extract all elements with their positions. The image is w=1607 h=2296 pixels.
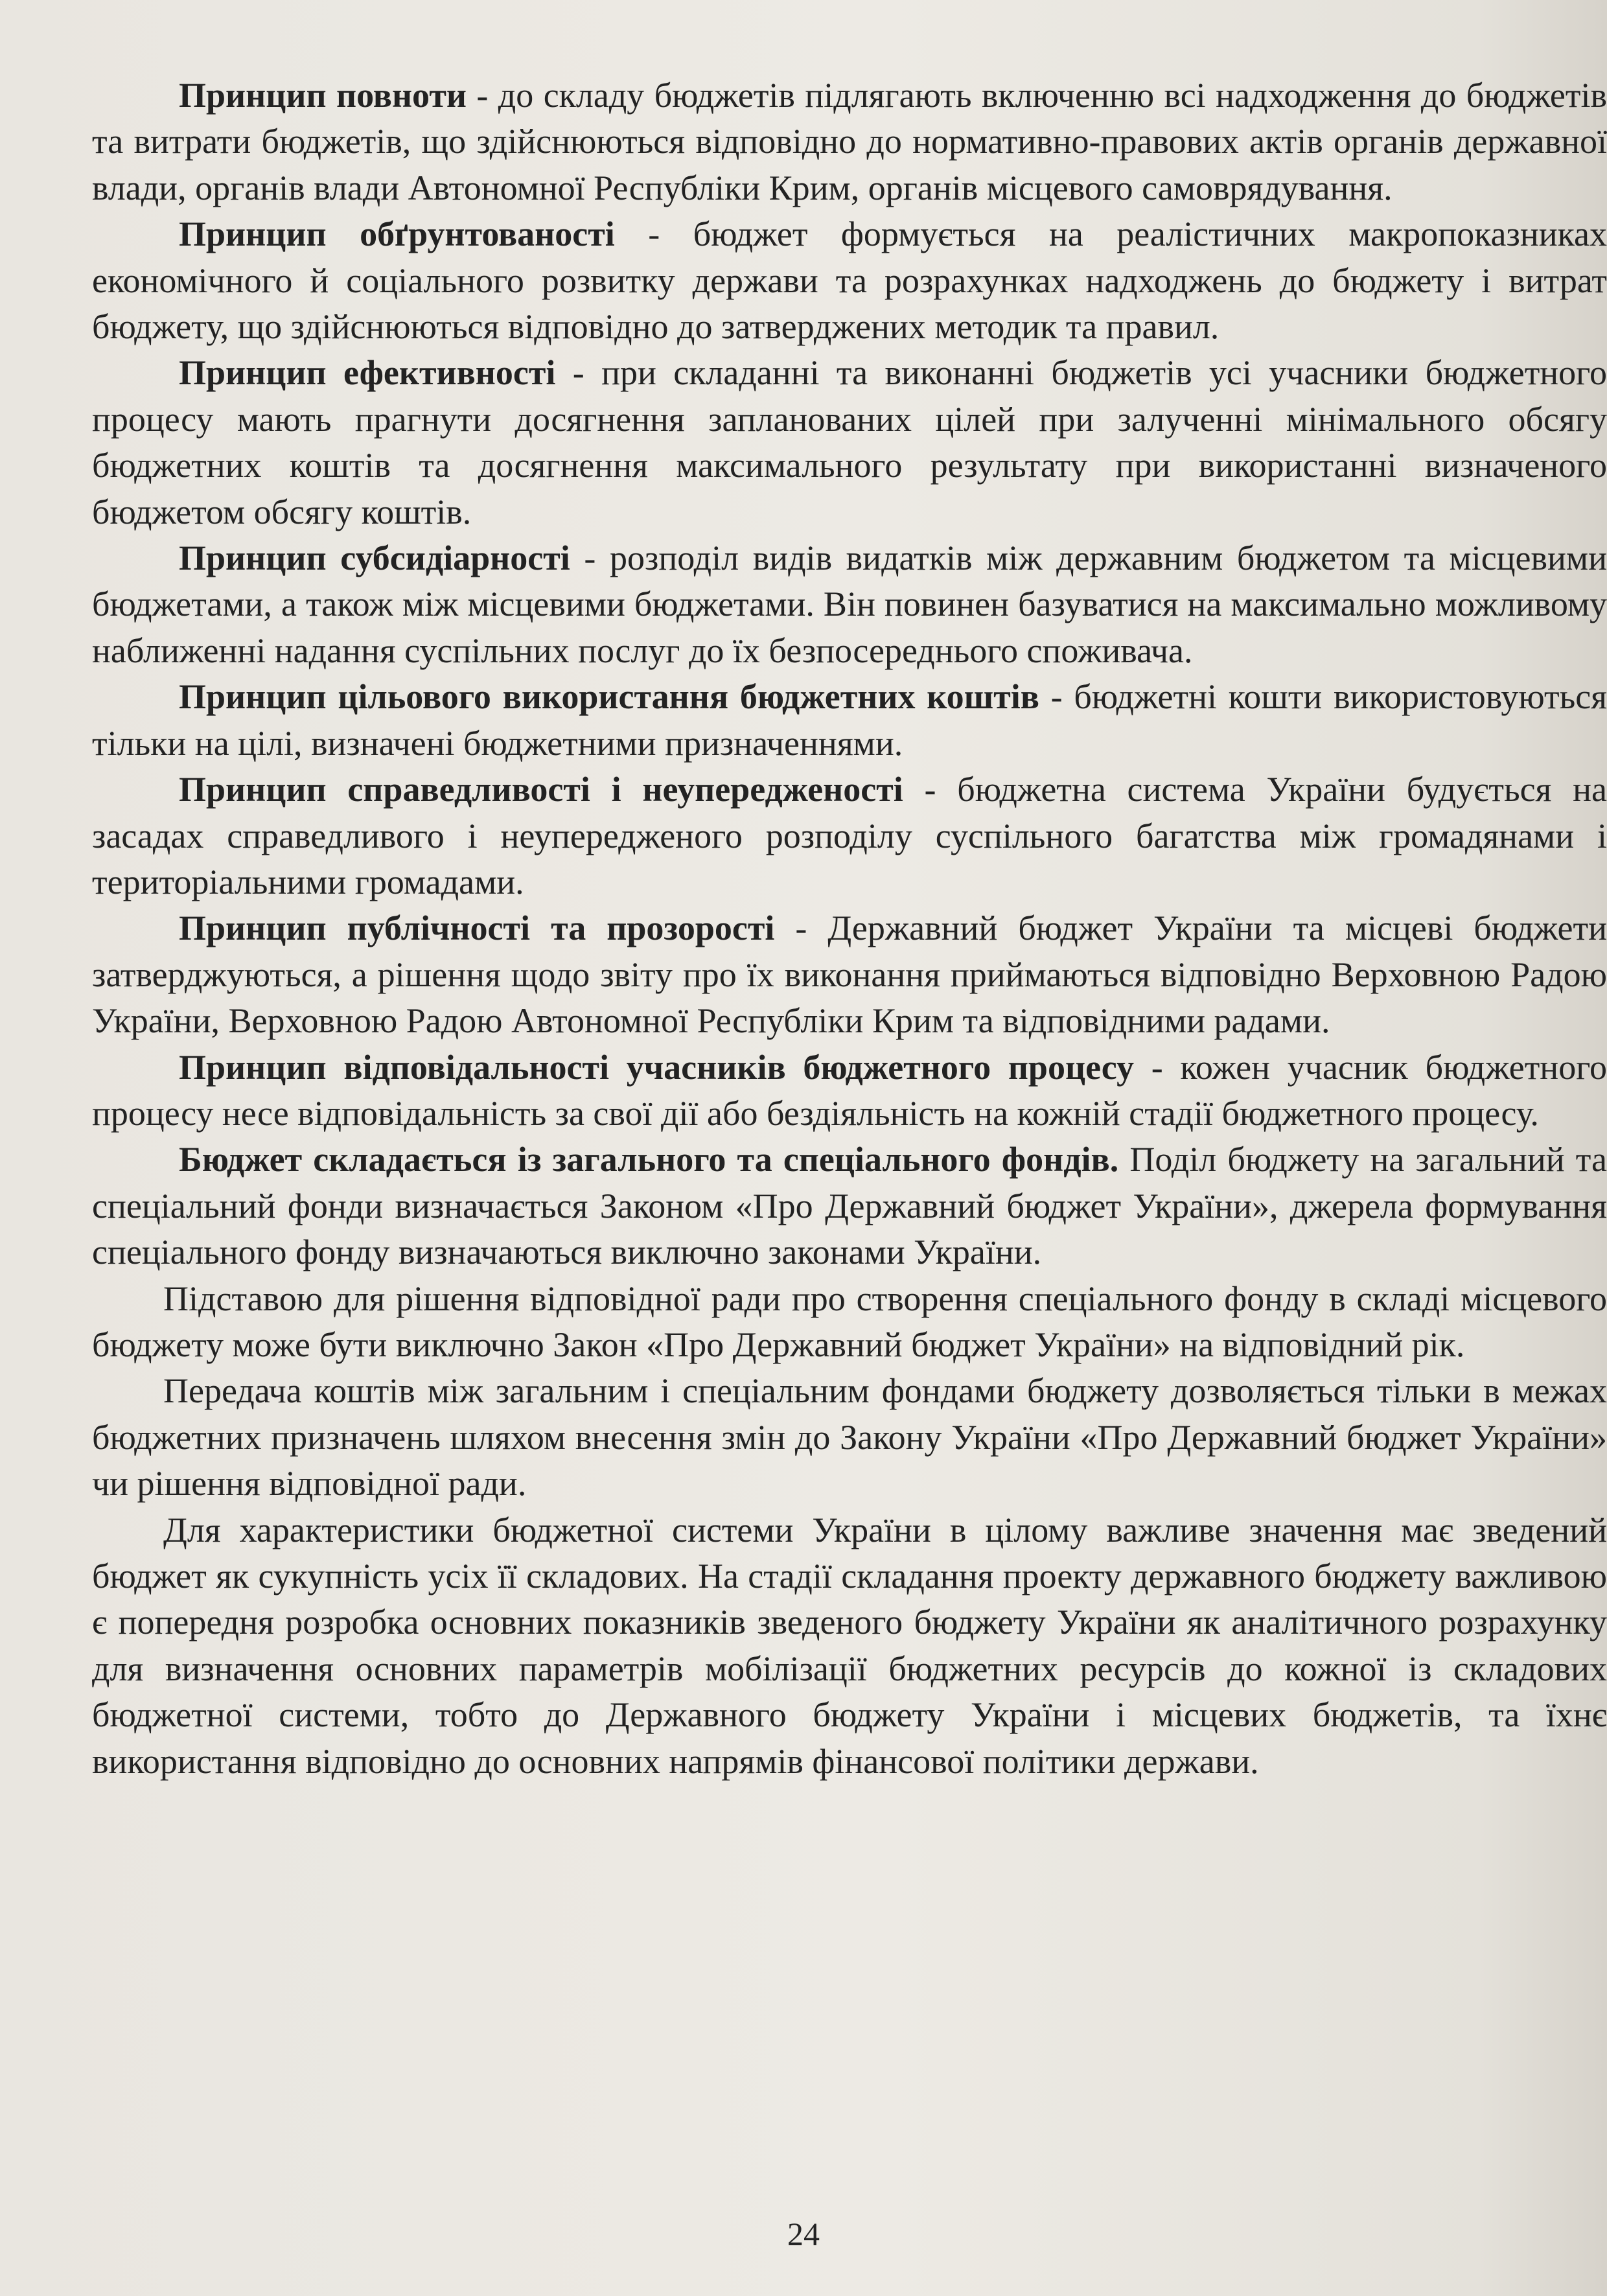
paragraph-justification-principle [92, 211, 1607, 350]
paragraph-fairness-principle [92, 767, 1607, 905]
paragraph-subsidiarity-principle [92, 535, 1607, 674]
paragraph-funds-transfer [92, 1368, 1607, 1507]
paragraph-consolidated-budget [92, 1507, 1607, 1785]
term-justification-principle: Принцип обґрунтованості [179, 215, 615, 254]
term-fairness-principle: Принцип справедливості і неупередженості [179, 770, 903, 809]
definition-justification-principle: - бюджет формується на реалістичних макропоказниках економічного й соціального розвитку держави та розрахунках надходжень до бюджету і витрат бюджету, що здійснюються відповідно до затверджених методик та правил. [92, 215, 1607, 347]
definition-completeness-principle: - до складу бюджетів підлягають включенню всі надходження до бюджетів та витрати бюджетів, що здійснюються відповідно до нормативно-правових актів органів державної влади, органів влади Автономної Республіки Крим, органів місцевого самоврядування. [92, 76, 1607, 207]
paragraph-efficiency-principle [92, 350, 1607, 535]
text-consolidated-budget: Для характеристики бюджетної системи України в цілому важливе значення має зведений бюджет як сукупність усіх її складових. На стадії складання проекту державного бюджету важливою є попередня розробка основних показників зведеного бюджету України як аналітичного розрахунку для визначення основних параметрів мобілізації бюджетних ресурсів до кожної із складових бюджетної системи, тобто до Державного бюджету України і місцевих бюджетів, та їхнє використання відповідно до основних напрямів фінансової політики держави. [92, 1510, 1607, 1781]
term-transparency-principle: Принцип публічності та прозорості [179, 909, 775, 948]
term-efficiency-principle: Принцип ефективності [179, 353, 556, 393]
paragraph-special-fund-basis [92, 1276, 1607, 1369]
term-targeted-use-principle: Принцип цільового використання бюджетних коштів [179, 677, 1039, 717]
page-body [92, 73, 1607, 1785]
definition-efficiency-principle: - при складанні та виконанні бюджетів усі учасники бюджетного процесу мають прагнути досягнення запланованих цілей при залученні мінімального обсягу бюджетних коштів та досягнення максимального результату при використанні визначеного бюджетом обсягу коштів. [92, 353, 1607, 531]
paragraph-transparency-principle [92, 905, 1607, 1044]
definition-transparency-principle: - Державний бюджет України та місцеві бюджети затверджуються, а рішення щодо звіту про їх виконання приймаються відповідно Верховною Радою України, Верховною Радою Автономної Республіки Крим та відповідними радами. [92, 909, 1607, 1041]
page-number: 24 [787, 2216, 820, 2252]
definition-fairness-principle: - бюджетна система України будується на засадах справедливого і неупередженого розподілу суспільного багатства між громадянами і територіальними громадами. [92, 770, 1607, 901]
definition-budget-funds: Поділ бюджету на загальний та спеціальний фонди визначається Законом «Про Державний бюджет України», джерела формування спеціального фонду визначаються виключно законами України. [92, 1140, 1607, 1272]
term-subsidiarity-principle: Принцип субсидіарності [179, 539, 570, 578]
paragraph-budget-funds [92, 1137, 1607, 1275]
term-completeness-principle: Принцип повноти [179, 76, 467, 115]
definition-targeted-use-principle: - бюджетні кошти використовуються тільки на цілі, визначені бюджетними призначеннями. [92, 677, 1607, 763]
definition-responsibility-principle: - кожен учасник бюджетного процесу несе відповідальність за свої дії або бездіяльність на кожній стадії бюджетного процесу. [92, 1047, 1607, 1133]
text-funds-transfer: Передача коштів між загальним і спеціальним фондами бюджету дозволяється тільки в межах бюджетних призначень шляхом внесення змін до Закону України «Про Державний бюджет України» чи рішення відповідної ради. [92, 1371, 1607, 1503]
term-responsibility-principle: Принцип відповідальності учасників бюджетного процесу [179, 1047, 1134, 1087]
paragraph-targeted-use-principle [92, 674, 1607, 767]
paragraph-completeness-principle [92, 73, 1607, 211]
definition-subsidiarity-principle: - розподіл видів видатків між державним бюджетом та місцевими бюджетами, а також між місцевими бюджетами. Він повинен базуватися на максимально можливому наближенні надання суспільних послуг до їх безпосереднього споживача. [92, 539, 1607, 670]
term-budget-funds: Бюджет складається із загального та спеціального фондів. [179, 1140, 1119, 1179]
paragraph-responsibility-principle [92, 1045, 1607, 1137]
text-special-fund-basis: Підставою для рішення відповідної ради про створення спеціального фонду в складі місцевого бюджету може бути виключно Закон «Про Державний бюджет України» на відповідний рік. [92, 1279, 1607, 1364]
